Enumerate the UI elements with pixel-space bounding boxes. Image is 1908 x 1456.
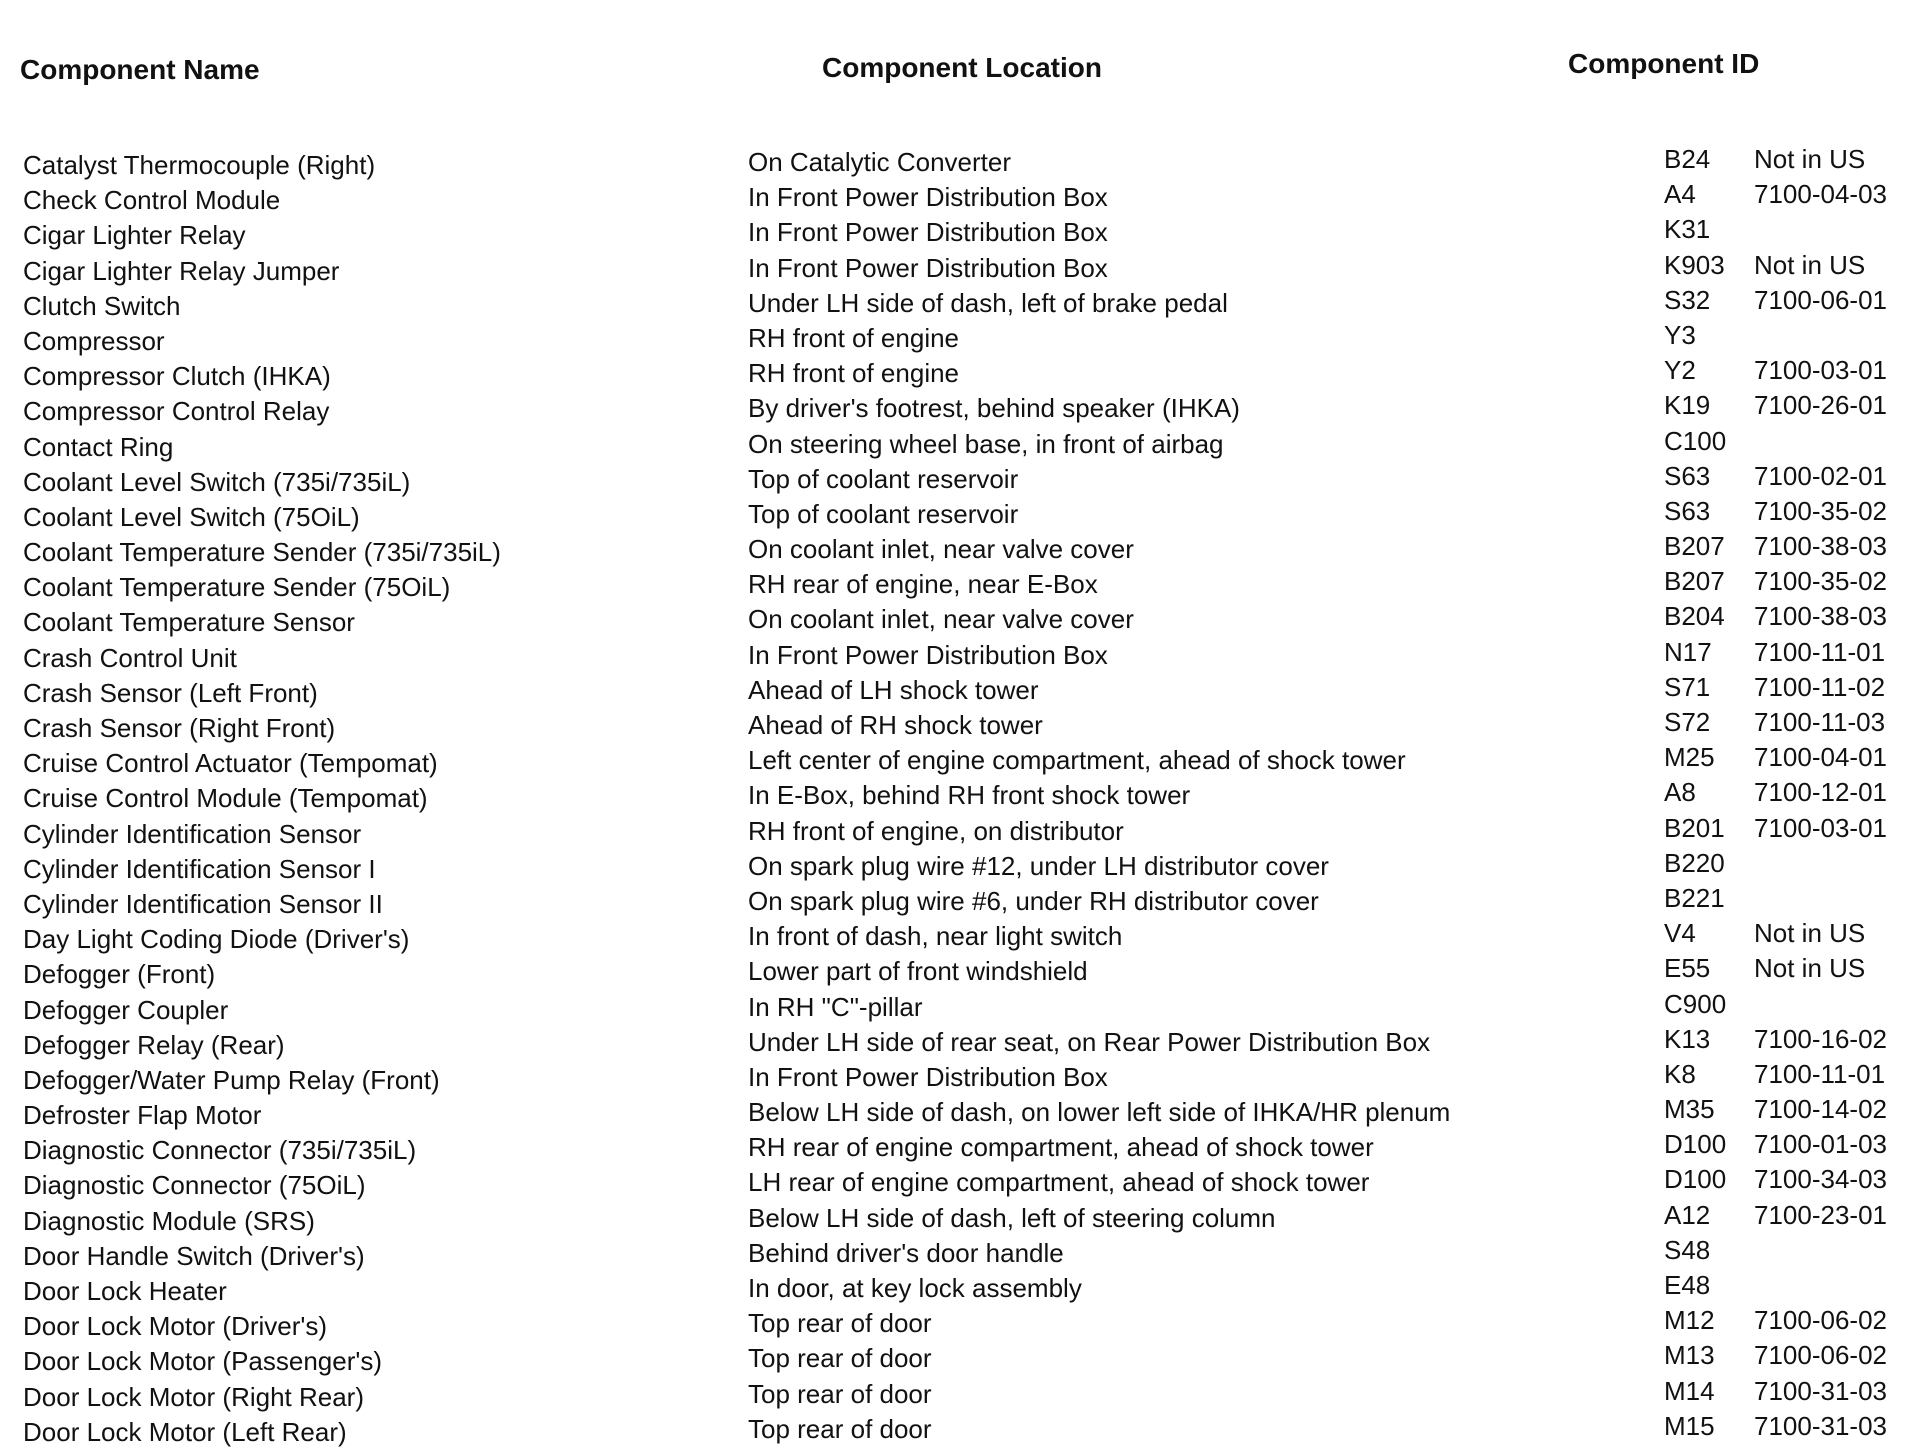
table-row bbox=[0, 1340, 1908, 1379]
component-name-cell: Door Lock Motor (Left Rear) bbox=[23, 1416, 347, 1447]
component-name-cell: Crash Sensor (Right Front) bbox=[23, 713, 336, 743]
component-id-cell: C900 bbox=[1664, 988, 1727, 1019]
component-id-cell: S63 bbox=[1664, 495, 1711, 526]
component-name-cell: Door Handle Switch (Driver's) bbox=[23, 1240, 365, 1271]
component-id-cell: K31 bbox=[1664, 214, 1711, 245]
table-row bbox=[0, 847, 1908, 887]
table-row bbox=[0, 777, 1908, 816]
table-row bbox=[0, 144, 1908, 183]
component-location-cell: Ahead of RH shock tower bbox=[748, 710, 1043, 740]
table-row bbox=[0, 601, 1908, 640]
component-name-cell: Crash Sensor (Left Front) bbox=[23, 677, 318, 708]
table-row bbox=[0, 425, 1908, 465]
component-ref-cell: 7100-35-02 bbox=[1754, 566, 1887, 597]
component-ref-cell: 7100-04-03 bbox=[1754, 179, 1887, 210]
component-location-cell: Below LH side of dash, on lower left side of IHKA/HR plenum bbox=[748, 1097, 1451, 1128]
component-name-cell: Compressor Control Relay bbox=[23, 396, 330, 427]
component-id-cell: B220 bbox=[1664, 847, 1725, 878]
component-location-cell: In front of dash, near light switch bbox=[748, 921, 1123, 952]
component-id-cell: B207 bbox=[1664, 531, 1725, 562]
table-row bbox=[0, 953, 1908, 992]
component-id-cell: K19 bbox=[1664, 390, 1711, 421]
component-name-cell: Coolant Level Switch (75OiL) bbox=[23, 501, 360, 532]
component-location-cell: Under LH side of dash, left of brake pedal bbox=[748, 287, 1228, 318]
component-ref-cell: 7100-34-03 bbox=[1754, 1164, 1887, 1195]
component-ref-cell: Not in US bbox=[1754, 953, 1866, 984]
component-location-cell: Behind driver's door handle bbox=[748, 1237, 1064, 1268]
component-location-cell: RH front of engine bbox=[748, 358, 960, 389]
component-name-cell: Diagnostic Connector (75OiL) bbox=[23, 1170, 366, 1201]
table-row bbox=[0, 495, 1908, 535]
component-location-cell: In Front Power Distribution Box bbox=[748, 252, 1108, 283]
component-location-cell: By driver's footrest, behind speaker (IHKA) bbox=[748, 393, 1240, 424]
component-id-cell: K8 bbox=[1664, 1058, 1696, 1089]
component-id-cell: A8 bbox=[1664, 777, 1696, 808]
table-row bbox=[0, 460, 1908, 500]
component-name-cell: Day Light Coding Diode (Driver's) bbox=[23, 924, 410, 955]
component-name-cell: Contact Ring bbox=[23, 431, 174, 462]
table-row bbox=[0, 1164, 1908, 1203]
component-location-cell: On spark plug wire #12, under LH distributor cover bbox=[748, 850, 1329, 881]
component-id-cell: V4 bbox=[1664, 918, 1696, 949]
component-location-cell: Top of coolant reservoir bbox=[748, 463, 1019, 494]
component-name-cell: Defogger (Front) bbox=[23, 959, 216, 990]
component-name-cell: Crash Control Unit bbox=[23, 642, 237, 673]
component-id-cell: S71 bbox=[1664, 671, 1711, 702]
component-id-cell: Y2 bbox=[1664, 355, 1696, 386]
table-row bbox=[0, 1375, 1908, 1415]
component-name-cell: Coolant Temperature Sender (735i/735iL) bbox=[23, 537, 501, 568]
table-row bbox=[0, 707, 1908, 746]
component-name-cell: Cylinder Identification Sensor bbox=[23, 818, 362, 849]
component-location-cell: On Catalytic Converter bbox=[748, 147, 1011, 177]
component-ref-cell: 7100-11-02 bbox=[1754, 671, 1886, 702]
component-ref-cell: 7100-03-01 bbox=[1754, 812, 1887, 843]
component-location-cell: In door, at key lock assembly bbox=[748, 1273, 1082, 1303]
component-name-cell: Diagnostic Connector (735i/735iL) bbox=[23, 1135, 417, 1166]
component-ref-cell: 7100-14-02 bbox=[1754, 1094, 1887, 1125]
component-name-cell: Door Lock Motor (Driver's) bbox=[23, 1311, 328, 1342]
component-location-cell: On coolant inlet, near valve cover bbox=[748, 534, 1134, 565]
component-ref-cell: 7100-31-03 bbox=[1754, 1375, 1887, 1406]
table-row bbox=[0, 319, 1908, 359]
component-id-cell: B207 bbox=[1664, 566, 1725, 597]
component-ref-cell: 7100-26-01 bbox=[1754, 390, 1887, 421]
header-component-id: Component ID bbox=[1568, 48, 1760, 79]
table-row bbox=[0, 882, 1908, 922]
component-location-cell: LH rear of engine compartment, ahead of shock tower bbox=[748, 1167, 1370, 1198]
component-id-cell: E48 bbox=[1664, 1270, 1711, 1300]
component-location-cell: In E-Box, behind RH front shock tower bbox=[748, 780, 1191, 811]
component-id-cell: B24 bbox=[1664, 144, 1711, 174]
component-name-cell: Cylinder Identification Sensor I bbox=[23, 853, 376, 884]
component-ref-cell: Not in US bbox=[1754, 144, 1866, 174]
table-row bbox=[0, 1234, 1908, 1274]
component-location-cell: Top of coolant reservoir bbox=[748, 498, 1019, 529]
component-ref-cell: 7100-06-01 bbox=[1754, 284, 1887, 315]
component-id-cell: E55 bbox=[1664, 953, 1711, 984]
component-id-cell: C100 bbox=[1664, 425, 1727, 456]
component-ref-cell: 7100-06-02 bbox=[1754, 1305, 1887, 1336]
table-row bbox=[0, 284, 1908, 324]
component-name-cell: Compressor Clutch (IHKA) bbox=[23, 361, 331, 392]
component-ref-cell: 7100-16-02 bbox=[1754, 1023, 1887, 1054]
component-ref-cell: 7100-01-03 bbox=[1754, 1129, 1887, 1160]
table-row bbox=[0, 355, 1908, 394]
component-name-cell: Coolant Temperature Sensor bbox=[23, 607, 355, 638]
component-location-cell: RH front of engine bbox=[748, 322, 960, 353]
component-location-cell: RH rear of engine compartment, ahead of shock tower bbox=[748, 1132, 1374, 1163]
component-name-cell: Door Lock Motor (Passenger's) bbox=[23, 1346, 382, 1377]
component-id-cell: M35 bbox=[1664, 1094, 1715, 1125]
component-name-cell: Cruise Control Actuator (Tempomat) bbox=[23, 748, 438, 779]
component-id-cell: S32 bbox=[1664, 284, 1711, 315]
table-row bbox=[0, 1094, 1908, 1133]
component-id-cell: A12 bbox=[1664, 1199, 1711, 1230]
component-location-cell: On spark plug wire #6, under RH distributor cover bbox=[748, 885, 1319, 916]
component-id-cell: M13 bbox=[1664, 1340, 1715, 1371]
component-id-cell: B204 bbox=[1664, 601, 1725, 632]
component-name-cell: Diagnostic Module (SRS) bbox=[23, 1205, 315, 1236]
component-location-cell: Lower part of front windshield bbox=[748, 956, 1088, 987]
component-name-cell: Cigar Lighter Relay Jumper bbox=[23, 255, 340, 286]
component-location-cell: In RH "C"-pillar bbox=[748, 991, 923, 1022]
component-id-cell: K13 bbox=[1664, 1023, 1711, 1054]
table-row bbox=[0, 1410, 1908, 1450]
component-id-cell: N17 bbox=[1664, 636, 1712, 667]
component-name-cell: Defroster Flap Motor bbox=[23, 1100, 262, 1131]
table-row bbox=[0, 179, 1908, 218]
component-id-cell: S48 bbox=[1664, 1234, 1711, 1265]
component-ref-cell: 7100-12-01 bbox=[1754, 777, 1887, 808]
table-row bbox=[0, 636, 1908, 676]
component-ref-cell: 7100-02-01 bbox=[1754, 460, 1887, 491]
component-location-cell: Top rear of door bbox=[748, 1413, 932, 1444]
component-name-cell: Coolant Temperature Sender (75OiL) bbox=[23, 572, 451, 603]
table-row bbox=[0, 249, 1908, 289]
component-id-cell: D100 bbox=[1664, 1129, 1727, 1160]
component-id-cell: S63 bbox=[1664, 460, 1711, 491]
component-ref-cell: 7100-11-01 bbox=[1754, 1058, 1886, 1089]
component-ref-cell: 7100-11-01 bbox=[1754, 636, 1886, 667]
table-row bbox=[0, 812, 1908, 852]
header-component-name: Component Name bbox=[20, 54, 260, 85]
component-ref-cell: 7100-31-03 bbox=[1754, 1410, 1887, 1441]
component-id-cell: M12 bbox=[1664, 1305, 1715, 1336]
component-name-cell: Door Lock Heater bbox=[23, 1276, 227, 1306]
table-header bbox=[0, 48, 1908, 88]
component-id-cell: K903 bbox=[1664, 249, 1725, 280]
component-ref-cell: Not in US bbox=[1754, 249, 1866, 280]
table-row bbox=[0, 531, 1908, 570]
component-name-cell: Cruise Control Module (Tempomat) bbox=[23, 783, 428, 814]
component-name-cell: Coolant Level Switch (735i/735iL) bbox=[23, 466, 411, 497]
component-location-cell: In Front Power Distribution Box bbox=[748, 1061, 1108, 1092]
table-row bbox=[0, 988, 1908, 1028]
component-location-cell: On steering wheel base, in front of airbag bbox=[748, 428, 1224, 459]
component-ref-cell: 7100-06-02 bbox=[1754, 1340, 1887, 1371]
component-location-cell: Below LH side of dash, left of steering column bbox=[748, 1202, 1276, 1233]
component-id-cell: M25 bbox=[1664, 742, 1715, 773]
component-ref-cell: 7100-03-01 bbox=[1754, 355, 1887, 386]
component-location-cell: Top rear of door bbox=[748, 1343, 932, 1374]
component-name-cell: Cylinder Identification Sensor II bbox=[23, 888, 383, 919]
table-row bbox=[0, 671, 1908, 711]
component-ref-cell: 7100-38-03 bbox=[1754, 601, 1887, 632]
component-ref-cell: Not in US bbox=[1754, 918, 1866, 949]
component-id-cell: M14 bbox=[1664, 1375, 1715, 1406]
component-id-cell: B221 bbox=[1664, 882, 1725, 913]
component-name-cell: Compressor bbox=[23, 325, 165, 356]
component-location-cell: Under LH side of rear seat, on Rear Power Distribution Box bbox=[748, 1026, 1431, 1057]
table-row bbox=[0, 1023, 1908, 1063]
component-name-cell: Defogger Coupler bbox=[23, 994, 229, 1025]
component-ref-cell: 7100-35-02 bbox=[1754, 495, 1887, 526]
component-location-cell: Ahead of LH shock tower bbox=[748, 674, 1039, 705]
component-id-cell: M15 bbox=[1664, 1410, 1715, 1441]
table-row bbox=[0, 390, 1908, 429]
component-location-cell: Top rear of door bbox=[748, 1378, 932, 1409]
component-id-cell: D100 bbox=[1664, 1164, 1727, 1195]
table-row bbox=[0, 1199, 1908, 1239]
component-location-cell: Top rear of door bbox=[748, 1308, 932, 1339]
component-location-cell: RH rear of engine, near E-Box bbox=[748, 569, 1098, 600]
component-ref-cell: 7100-11-03 bbox=[1754, 707, 1886, 737]
component-id-cell: Y3 bbox=[1664, 319, 1696, 350]
component-location-cell: Left center of engine compartment, ahead of shock tower bbox=[748, 745, 1406, 776]
component-name-cell: Check Control Module bbox=[23, 185, 281, 216]
component-name-cell: Defogger/Water Pump Relay (Front) bbox=[23, 1064, 440, 1095]
table-row bbox=[0, 1129, 1908, 1168]
header-component-location: Component Location bbox=[822, 52, 1102, 83]
table-row bbox=[0, 214, 1908, 253]
component-location-cell: In Front Power Distribution Box bbox=[748, 217, 1108, 248]
component-location-cell: RH front of engine, on distributor bbox=[748, 815, 1124, 846]
table-row bbox=[0, 1305, 1908, 1344]
component-ref-cell: 7100-23-01 bbox=[1754, 1199, 1887, 1230]
component-location-cell: On coolant inlet, near valve cover bbox=[748, 604, 1134, 635]
table-row bbox=[0, 918, 1908, 957]
table-row bbox=[0, 1270, 1908, 1309]
component-name-cell: Cigar Lighter Relay bbox=[23, 220, 246, 251]
table-row bbox=[0, 566, 1908, 605]
component-id-cell: S72 bbox=[1664, 707, 1711, 737]
component-id-cell: B201 bbox=[1664, 812, 1725, 843]
component-name-cell: Door Lock Motor (Right Rear) bbox=[23, 1381, 364, 1412]
component-id-cell: A4 bbox=[1664, 179, 1696, 210]
component-rows bbox=[0, 144, 1908, 1450]
component-ref-cell: 7100-38-03 bbox=[1754, 531, 1887, 562]
table-row bbox=[0, 1058, 1908, 1098]
component-name-cell: Catalyst Thermocouple (Right) bbox=[23, 150, 376, 180]
component-location-cell: In Front Power Distribution Box bbox=[748, 639, 1108, 670]
component-location-cell: In Front Power Distribution Box bbox=[748, 182, 1108, 213]
table-row bbox=[0, 742, 1908, 781]
component-ref-cell: 7100-04-01 bbox=[1754, 742, 1887, 773]
component-name-cell: Clutch Switch bbox=[23, 290, 181, 321]
component-name-cell: Defogger Relay (Rear) bbox=[23, 1029, 285, 1060]
